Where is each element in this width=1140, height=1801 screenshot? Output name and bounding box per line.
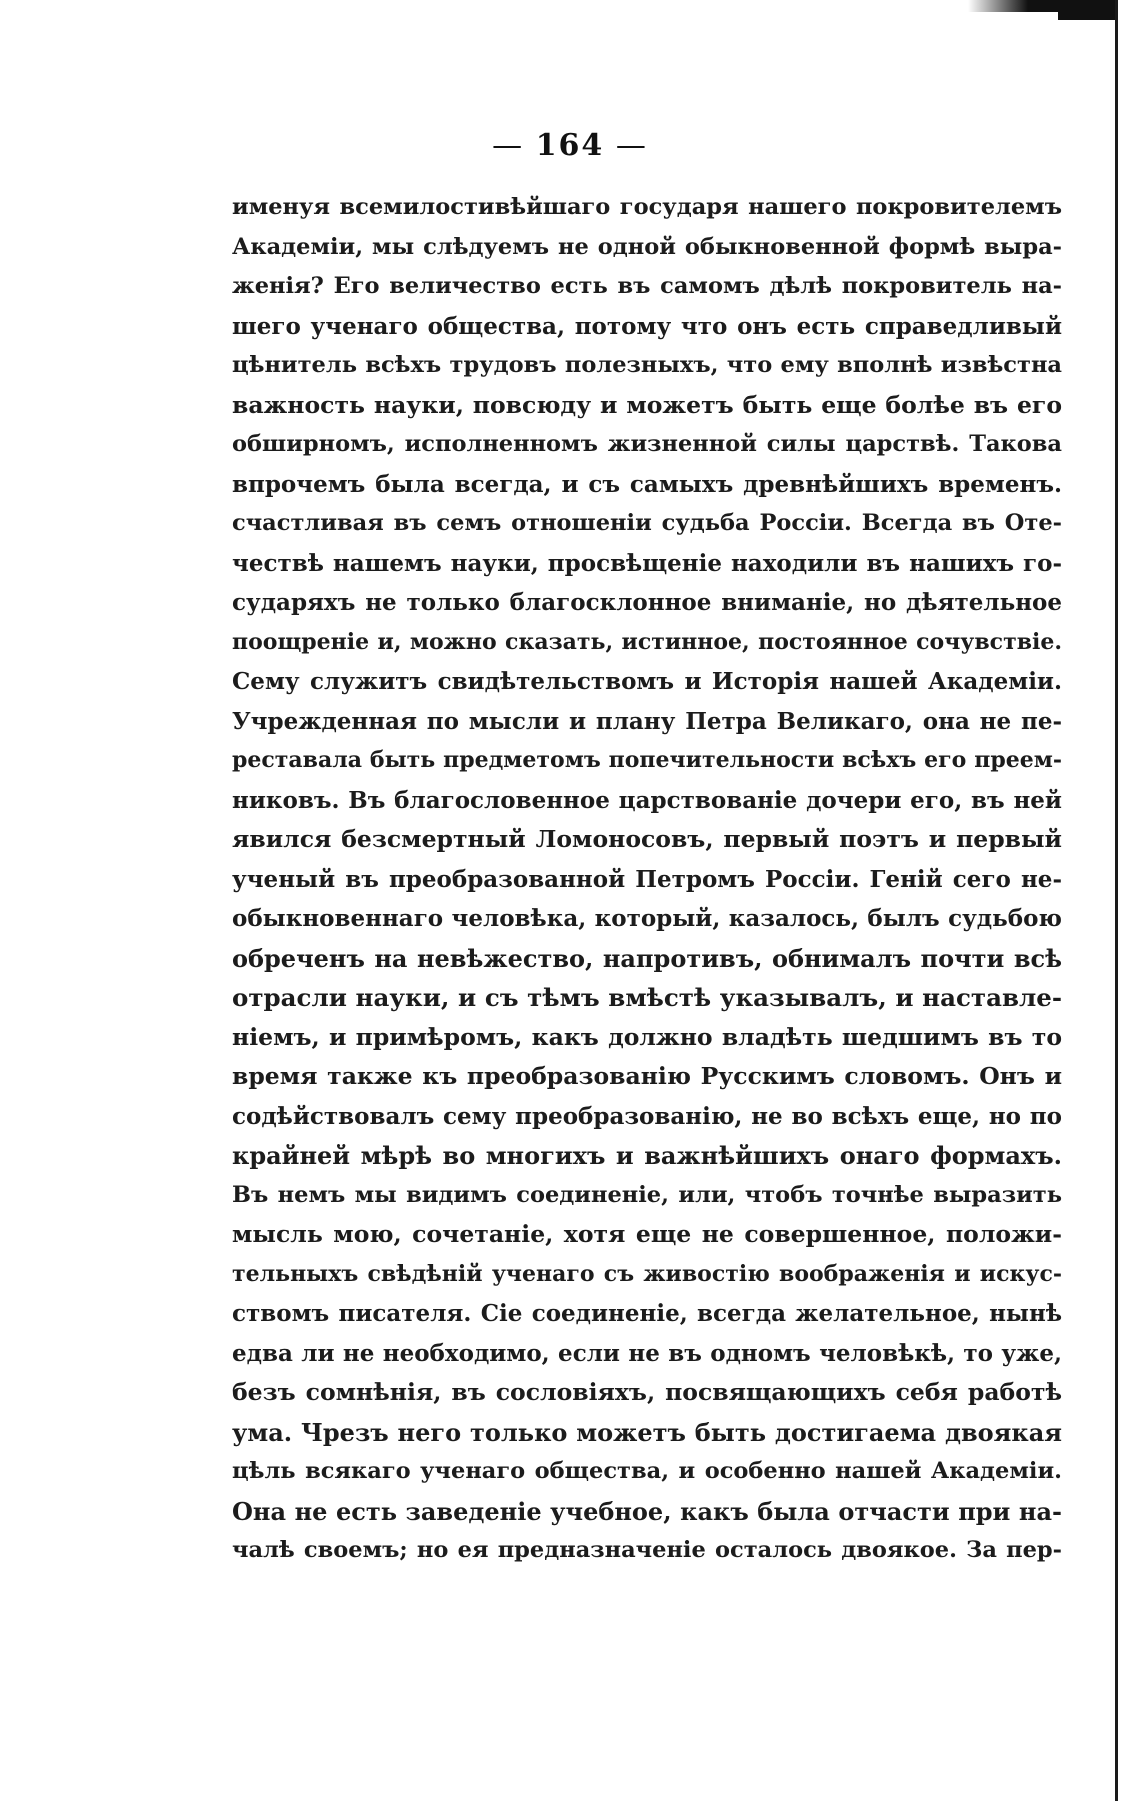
text-line: ствомъ писателя. Сіе соединеніе, всегда желательное, нынѣ bbox=[232, 1300, 1062, 1327]
text-line: едва ли не необходимо, если не въ одномъ человѣкѣ, то уже, bbox=[232, 1339, 1062, 1367]
text-line: сударяхъ не только благосклонное вниманіе, но дѣятельное bbox=[232, 589, 1062, 616]
scan-artifact-dark bbox=[1058, 0, 1118, 20]
text-line: женія? Его величество есть въ самомъ дѣлѣ покровитель на- bbox=[232, 273, 1062, 299]
text-line: безъ сомнѣнія, въ сословіяхъ, посвящающихъ себя работѣ bbox=[232, 1378, 1062, 1406]
text-line: время также къ преобразованію Русскимъ словомъ. Онъ и bbox=[232, 1062, 1062, 1090]
text-line: цѣль всякаго ученаго общества, и особенно нашей Академіи. bbox=[232, 1458, 1062, 1484]
page-number-prefix: — bbox=[492, 128, 536, 163]
text-line: Она не есть заведеніе учебное, какъ была отчасти при на- bbox=[232, 1496, 1062, 1526]
text-line: ученый въ преобразованной Петромъ Россіи. Геній сего не- bbox=[232, 865, 1062, 893]
body-text bbox=[232, 188, 1062, 1571]
text-line: тельныхъ свѣдѣній ученаго съ живостію воображенія и искус- bbox=[232, 1260, 1062, 1287]
text-line: счастливая въ семъ отношеніи судьба Россіи. Всегда въ Оте- bbox=[232, 510, 1062, 536]
text-line: реставала быть предметомъ попечительности всѣхъ его преем- bbox=[232, 747, 1062, 773]
text-line: никовъ. Въ благословенное царствованіе дочери его, въ ней bbox=[232, 786, 1062, 814]
text-line: важность науки, повсюду и можетъ быть еще болѣе въ его bbox=[232, 390, 1062, 419]
text-line: чалѣ своемъ; но ея предназначеніе осталось двоякое. За пер- bbox=[232, 1537, 1062, 1563]
page-edge-rule bbox=[1115, 0, 1118, 1801]
text-line: шего ученаго общества, потому что онъ есть справедливый bbox=[232, 312, 1062, 340]
text-line: Въ немъ мы видимъ соединеніе, или, чтобъ точнѣе выразить bbox=[232, 1181, 1062, 1208]
text-line: обширномъ, исполненномъ жизненной силы царствѣ. Такова bbox=[232, 431, 1062, 457]
page-number-value: 164 bbox=[535, 128, 605, 163]
text-line: именуя всемилостивѣйшаго государя нашего покровителемъ bbox=[232, 194, 1062, 220]
text-line: обыкновеннаго человѣка, который, казалось, былъ судьбою bbox=[232, 905, 1062, 932]
text-line: Академіи, мы слѣдуемъ не одной обыкновенной формѣ выра- bbox=[232, 233, 1062, 260]
text-line: цѣнитель всѣхъ трудовъ полезныхъ, что ему вполнѣ извѣстна bbox=[232, 352, 1062, 378]
text-line: ніемъ, и примѣромъ, какъ должно владѣть шедшимъ въ то bbox=[232, 1022, 1062, 1051]
text-line: впрочемъ была всегда, и съ самыхъ древнѣйшихъ временъ. bbox=[232, 470, 1062, 498]
text-line: чествѣ нашемъ науки, просвѣщеніе находили въ нашихъ го- bbox=[232, 549, 1062, 577]
text-line: поощреніе и, можно сказать, истинное, постоянное сочувствіе. bbox=[232, 628, 1062, 655]
text-line: мысль мою, сочетаніе, хотя еще не совершенное, положи- bbox=[232, 1220, 1062, 1248]
text-line: содѣйствовалъ сему преобразованію, не во всѣхъ еще, но по bbox=[232, 1102, 1062, 1130]
text-line: Учрежденная по мысли и плану Петра Великаго, она не пе- bbox=[232, 707, 1062, 735]
text-line: Сему служитъ свидѣтельствомъ и Исторія нашей Академіи. bbox=[232, 668, 1062, 695]
text-line: отрасли науки, и съ тѣмъ вмѣстѣ указывалъ, и наставле- bbox=[232, 983, 1062, 1012]
page-number-suffix: — bbox=[604, 128, 648, 163]
text-line: крайней мѣрѣ во многихъ и важнѣйшихъ онаго формахъ. bbox=[232, 1141, 1062, 1170]
text-line: ума. Чрезъ него только можетъ быть достигаема двоякая bbox=[232, 1417, 1062, 1447]
text-line: обреченъ на невѣжество, напротивъ, обнималъ почти всѣ bbox=[232, 943, 1062, 973]
page-number bbox=[0, 128, 1140, 163]
text-line: явился безсмертный Ломоносовъ, первый поэтъ и первый bbox=[232, 825, 1062, 853]
